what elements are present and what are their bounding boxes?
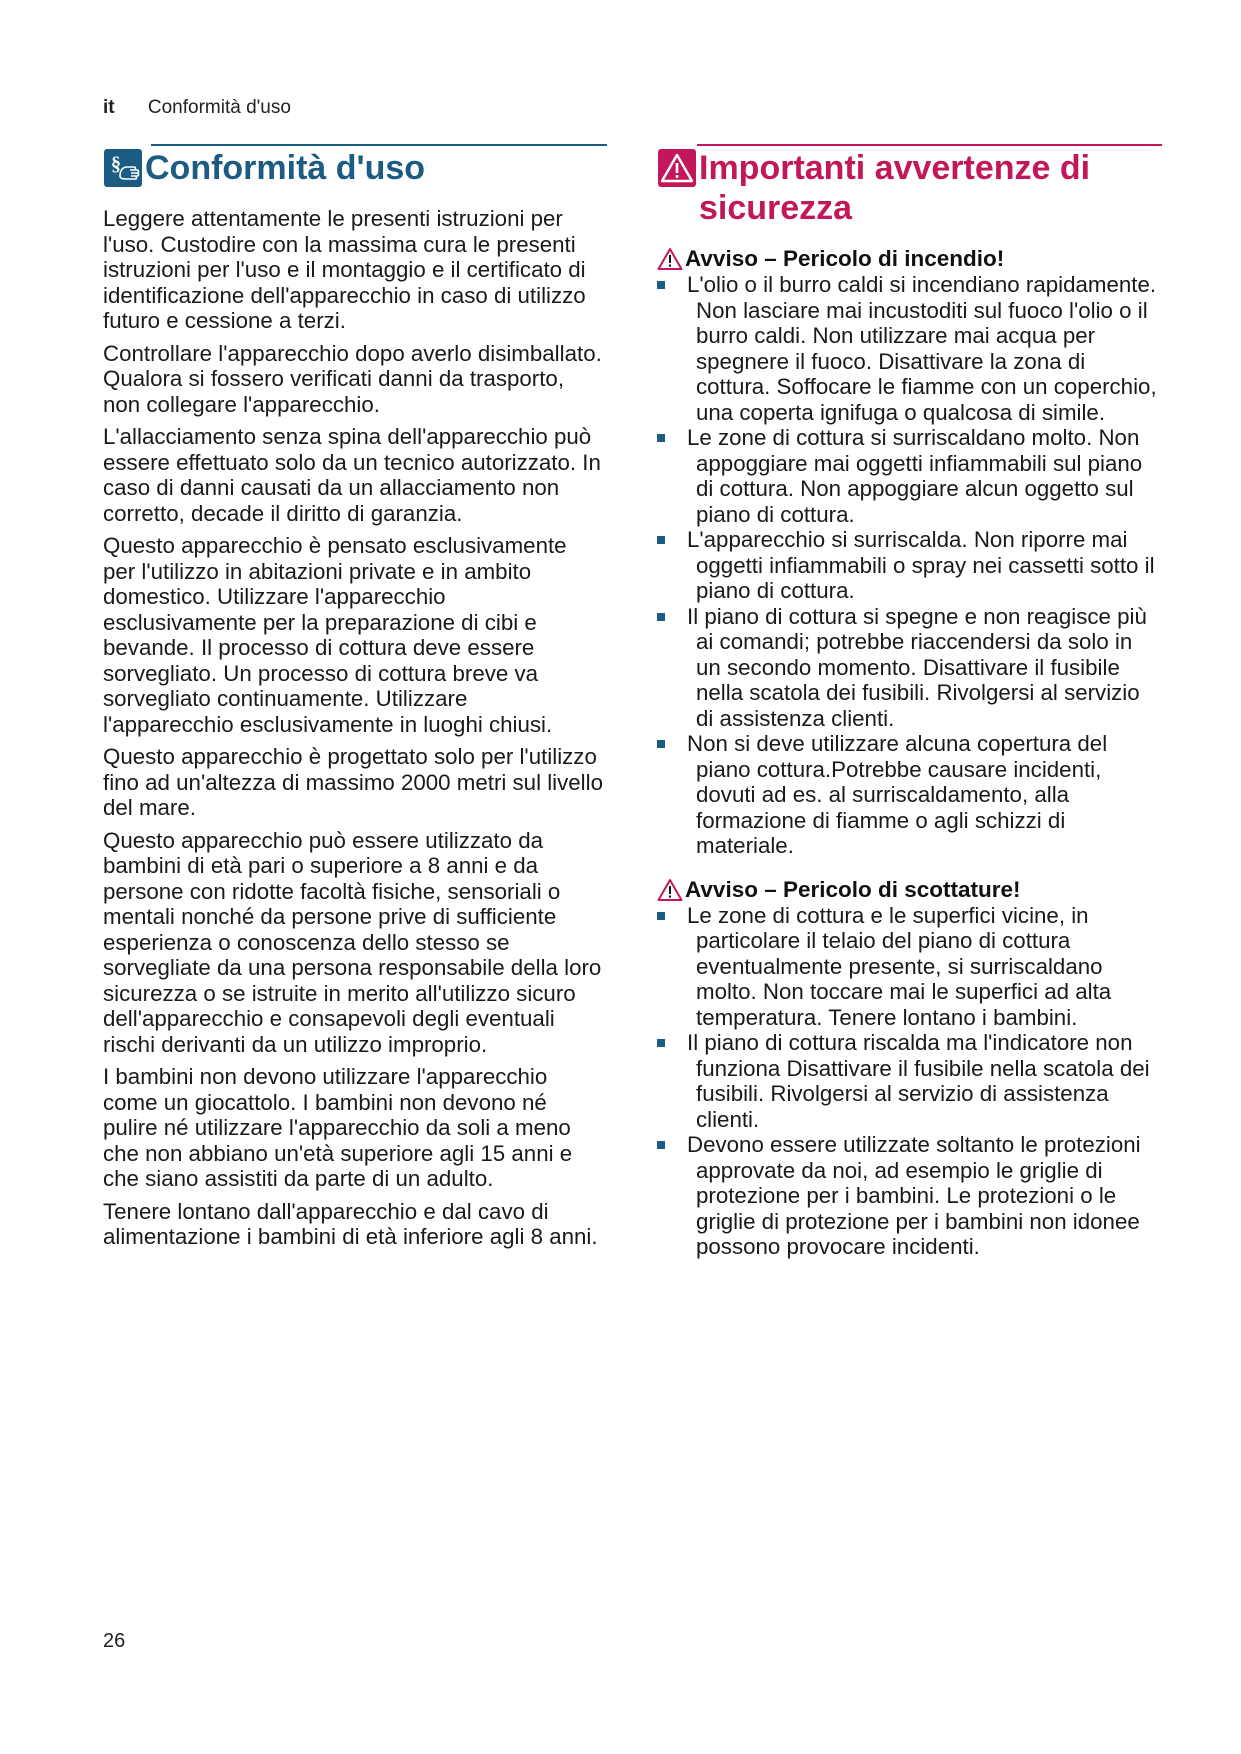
- paragraph: Leggere attentamente le presenti istruzioni per l'uso. Custodire con la massima cura le presenti istruzioni per l'uso e il montaggio e il certificato di identificazione dell'apparecchio in caso di utilizzo futuro e cessione a terzi.: [103, 206, 586, 333]
- paragraph: Controllare l'apparecchio dopo averlo disimballato. Qualora si fossero verificati danni da trasporto, non collegare l'apparecchio.: [103, 340, 602, 417]
- right-column: [657, 144, 1157, 1260]
- section-divider: [151, 144, 607, 146]
- bullet-square-icon: [657, 536, 665, 544]
- paragraph: Questo apparecchio può essere utilizzato da bambini di età pari o superiore a 8 anni e da persone con ridotte facoltà fisiche, sensoriali o mentali nonché da persone prive di sufficiente esperienza o conoscenza dello stesso se sorvegliate da una persona responsabile della loro sicurezza o se istruite in merito all'utilizzo sicuro dell'apparecchio e consapevoli degli eventuali rischi derivanti da un utilizzo improprio.: [103, 827, 602, 1057]
- list-item-text: Non si deve utilizzare alcuna copertura del piano cottura.Potrebbe causare incidenti, dovuti ad es. al surriscaldamento, alla formazione di fiamme o agli schizzi di materiale.: [687, 731, 1108, 858]
- bullet-square-icon: [657, 613, 665, 621]
- fire-warning-list: [657, 272, 1157, 859]
- list-item: [657, 272, 1157, 425]
- bullet-square-icon: [657, 1039, 665, 1047]
- bullet-square-icon: [657, 434, 665, 442]
- list-item-text: L'apparecchio si surriscalda. Non riporre mai oggetti infiammabili o spray nei cassetti sotto il piano di cottura.: [687, 527, 1155, 603]
- bullet-square-icon: [657, 281, 665, 289]
- warning-triangle-icon: [657, 247, 683, 271]
- section-title-text: Conformità d'uso: [145, 149, 426, 187]
- list-item: [657, 903, 1157, 1031]
- burn-warning-list: [657, 903, 1157, 1260]
- header-section-title: Conformità d'uso: [147, 97, 291, 118]
- list-item-text: Devono essere utilizzate soltanto le protezioni approvate da noi, ad esempio le griglie di protezione per i bambini. Le protezioni o le griglie di protezione per i bambini non idonee possono provocare incidenti.: [687, 1132, 1141, 1259]
- section-title-conformita: [103, 148, 603, 188]
- warning-icon: [657, 148, 697, 188]
- bullet-square-icon: [657, 912, 665, 920]
- left-column: [103, 144, 603, 1257]
- list-item: [657, 527, 1157, 604]
- list-item-text: Il piano di cottura riscalda ma l'indicatore non funziona Disattivare il fusibile nella scatola dei fusibili. Rivolgersi al servizio di assistenza clienti.: [687, 1030, 1150, 1132]
- list-item: [657, 604, 1157, 732]
- list-item: [657, 1132, 1157, 1260]
- warning-heading-text: Avviso – Pericolo di incendio!: [685, 246, 1005, 271]
- list-item: [657, 425, 1157, 527]
- language-code: it: [103, 97, 115, 118]
- burn-warning-heading: [657, 877, 1157, 903]
- list-item-text: L'olio o il burro caldi si incendiano rapidamente. Non lasciare mai incustoditi sul fuoco l'olio o il burro caldi. Non utilizzare mai acqua per spegnere il fuoco. Disattivare la zona di cottura. Soffocare le fiamme con un coperchio, una coperta ignifuga o qualcosa di simile.: [687, 272, 1157, 425]
- bullet-square-icon: [657, 740, 665, 748]
- warning-heading-text: Avviso – Pericolo di scottature!: [685, 876, 1021, 902]
- paragraph: Questo apparecchio è progettato solo per l'utilizzo fino ad un'altezza di massimo 2000 metri sul livello del mare.: [103, 744, 603, 820]
- paragraph: I bambini non devono utilizzare l'apparecchio come un giocattolo. I bambini non devono né pulire né utilizzare l'apparecchio da soli a meno che non abbiano un'età superiore agli 15 anni e che siano assistiti da parte di un adulto.: [103, 1064, 573, 1191]
- paragraph: L'allacciamento senza spina dell'apparecchio può essere effettuato solo da un tecnico autorizzato. In caso di danni causati da un allacciamento non corretto, decade il diritto di garanzia.: [103, 424, 601, 526]
- title-line: Importanti avvertenze di: [699, 149, 1091, 187]
- page-number: 26: [103, 1630, 126, 1652]
- section-title-text: [699, 148, 1090, 228]
- section-divider: [697, 144, 1162, 146]
- paragraph: Tenere lontano dall'apparecchio e dal cavo di alimentazione i bambini di età inferiore agli 8 anni.: [103, 1198, 598, 1249]
- list-item-text: Il piano di cottura si spegne e non reagisce più ai comandi; potrebbe riaccendersi da solo in un secondo momento. Disattivare il fusibile nella scatola dei fusibili. Rivolgersi al servizio di assistenza clienti.: [687, 603, 1147, 731]
- svg-text:§: §: [111, 153, 121, 175]
- page-header: [103, 97, 291, 119]
- warning-triangle-icon: [657, 878, 683, 902]
- bullet-square-icon: [657, 1141, 665, 1149]
- list-item: [657, 731, 1157, 859]
- paragraph: Questo apparecchio è pensato esclusivamente per l'utilizzo in abitazioni private e in ambito domestico. Utilizzare l'apparecchio esclusivamente per la preparazione di cibi e bevande. Il processo di cottura deve essere sorvegliato. Un processo di cottura breve va sorvegliato continuamente. Utilizzare l'apparecchio esclusivamente in luoghi chiusi.: [103, 533, 567, 737]
- section-title-safety: [657, 148, 1157, 228]
- list-item-text: Le zone di cottura e le superfici vicine, in particolare il telaio del piano di cottura eventualmente presente, si surriscaldano molto. Non toccare mai le superfici ad alta temperatura. Tenere lontano i bambini.: [687, 902, 1112, 1030]
- title-line: sicurezza: [699, 189, 853, 227]
- paragraph-hand-icon: [103, 148, 143, 188]
- list-item-text: Le zone di cottura si surriscaldano molto. Non appoggiare mai oggetti infiammabili sul piano di cottura. Non appoggiare alcun oggetto sul piano di cottura.: [687, 425, 1143, 527]
- list-item: [657, 1030, 1157, 1132]
- fire-warning-heading: [657, 246, 1157, 272]
